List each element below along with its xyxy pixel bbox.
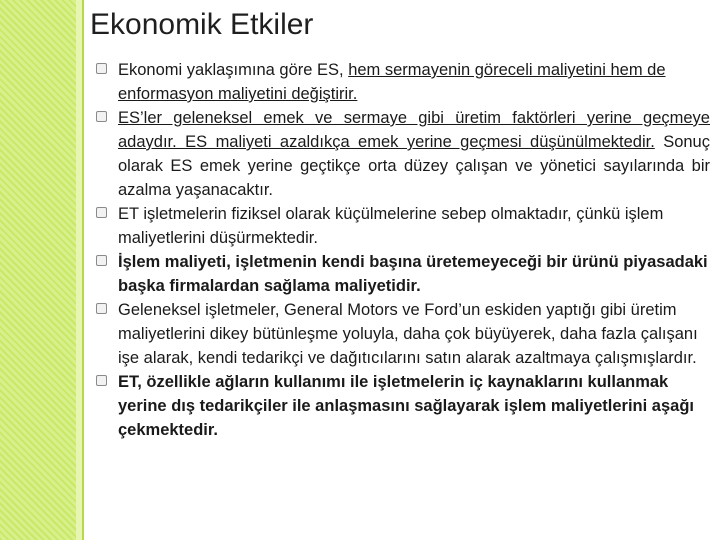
bullet-text-part: Geleneksel işletmeler, General Motors ve Ford’un eskiden yaptığı gibi üretim maliyetlerini dikey bütünleşme yoluyla, daha çok büyüyerek, daha fazla çalışanı işe alarak, kendi tedarikçi ve dağıtıcılarını satın alarak azaltmaya çalışmışlardır. [118, 301, 698, 367]
bullet-item [96, 106, 710, 202]
square-bullet-icon [96, 255, 107, 266]
decorative-side-line [82, 0, 84, 540]
bullet-text-part: Ekonomi yaklaşımına göre ES, [118, 61, 349, 79]
bullet-text-part: hem sermayenin göreceli maliyetini hem de enformasyon maliyetini değiştirir. [118, 61, 666, 103]
bullet-text [118, 205, 663, 247]
bullet-item [96, 250, 710, 298]
bullet-text [118, 373, 694, 439]
bullet-text-part: Sonuç olarak ES emek yerine geçtikçe orta düzey çalışan ve yönetici sayılarında bir azalma yaşanacaktır. [118, 133, 710, 199]
square-bullet-icon [96, 63, 107, 74]
bullet-item [96, 370, 710, 442]
bullet-item [96, 298, 710, 370]
bullet-text [118, 253, 708, 295]
decorative-side-band [0, 0, 76, 540]
bullet-text [118, 109, 710, 199]
bullet-item [96, 58, 710, 106]
bullet-text-part: İşlem maliyeti, işletmenin kendi başına üretemeyeceği bir ürünü piyasadaki başka firmalardan sağlama maliyetidir. [118, 253, 708, 295]
square-bullet-icon [96, 303, 107, 314]
bullet-text-part: ES’ler geleneksel emek ve sermaye gibi üretim faktörleri yerine geçmeye adaydır. ES maliyeti azaldıkça emek yerine geçmesi düşünülmektedir. [118, 109, 710, 151]
bullet-item [96, 202, 710, 250]
bullet-text [118, 61, 666, 103]
bullet-text-part: ET işletmelerin fiziksel olarak küçülmelerine sebep olmaktadır, çünkü işlem maliyetlerini düşürmektedir. [118, 205, 664, 247]
square-bullet-icon [96, 207, 107, 218]
square-bullet-icon [96, 375, 107, 386]
square-bullet-icon [96, 111, 107, 122]
bullet-text-part: ET, özellikle ağların kullanımı ile işletmelerin iç kaynaklarını kullanmak yerine dış tedarikçiler ile anlaşmasını sağlayarak işlem maliyetlerini aşağı çekmektedir. [118, 373, 694, 439]
bullet-list [96, 58, 710, 442]
bullet-text [118, 301, 698, 367]
slide-title: Ekonomik Etkiler [90, 8, 314, 41]
